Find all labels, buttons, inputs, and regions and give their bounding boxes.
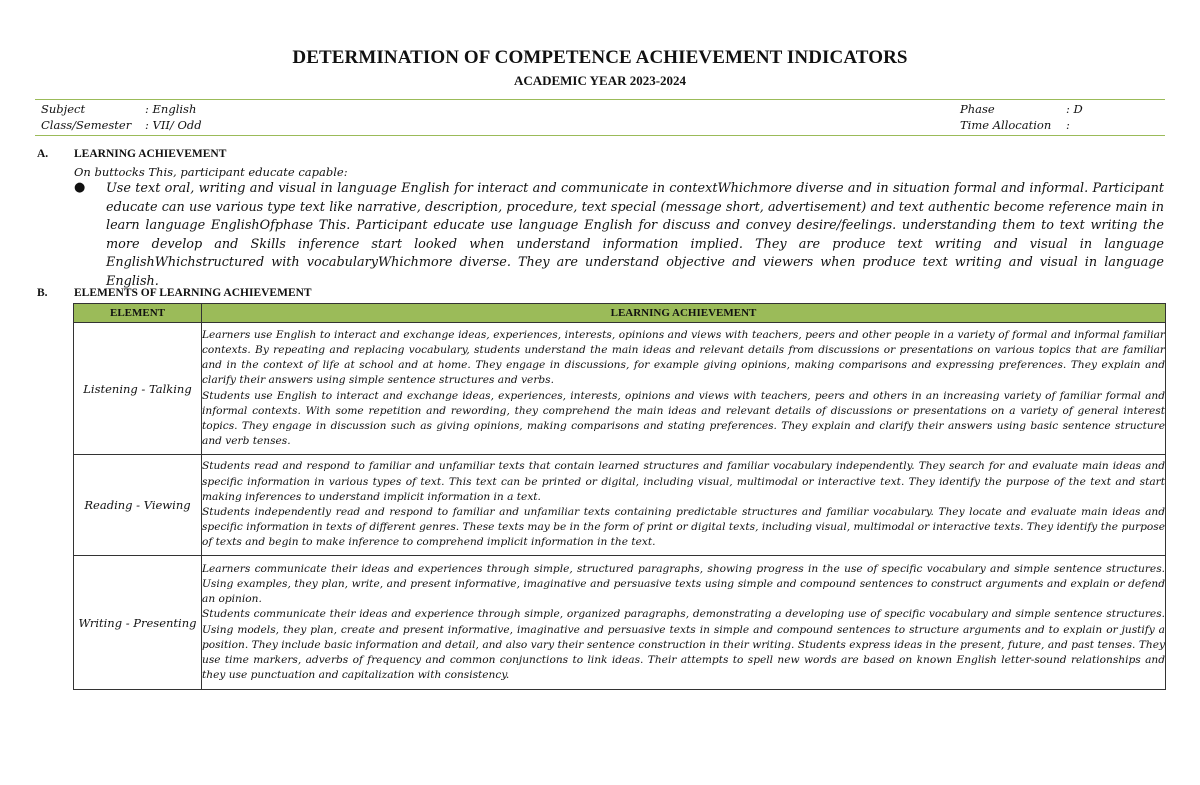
class-label: Class/Semester <box>41 118 132 132</box>
subject-label: Subject <box>41 102 86 116</box>
achievement-cell <box>202 455 1166 556</box>
element-cell: Reading - Viewing <box>74 455 202 556</box>
element-column-header: ELEMENT <box>74 304 202 323</box>
achievement-paragraph: Students use English to interact and exchange ideas, experiences, interests, opinions and views with teachers, peers and others in an increasing variety of familiar formal and informal contexts. With some repetition and rewording, they comprehend the main ideas and relevant details of discussions or presentations on a variety of general interest topics. They engage in discussion such as giving opinions, making comparisons and stating preferences. They explain and clarify their answers using basic sentence structure and verb tenses. <box>202 389 1165 448</box>
table-row <box>74 323 1166 455</box>
class-value: : VII/ Odd <box>145 118 202 132</box>
academic-year: ACADEMIC YEAR 2023-2024 <box>513 73 687 88</box>
table-row <box>74 455 1166 556</box>
section-a-bullet-text: Use text oral, writing and visual in language English for interact and communicate in contextWhichmore diverse and in situation formal and informal. Participant educate can use various type text like narrative, description, procedure, text special (message short, advertisement) and text authentic become reference main in learn language EnglishOfphase This. Participant educate use language English for discuss and convey desire/feelings. understanding them to text writing the more develop and Skills inference start looked when understand information implied. They are produce text writing and visual in language EnglishWhichstructured with vocabularyWhichmore diverse. They are understand objective and viewers when produce text writing and visual in language English. <box>106 181 1164 289</box>
element-cell: Listening - Talking <box>74 323 202 455</box>
table-row <box>74 556 1166 690</box>
section-a-intro: On buttocks This, participant educate capable: <box>74 165 348 179</box>
time-value: : <box>1066 118 1070 132</box>
achievement-paragraph: Students communicate their ideas and experience through simple, organized paragraphs, demonstrating a developing use of specific vocabulary and simple sentence structures. Using models, they plan, create and present informative, imaginative and persuasive texts in simple and compound sentences to structure arguments and to explain or justify a position. They include basic information and detail, and also vary their sentence construction in their writing. Students express ideas in the present, future, and past tenses. They use time markers, adverbs of frequency and common conjunctions to link ideas. Their attempts to spell new words are based on known English letter-sound relationships and they use punctuation and capitalization with consistency. <box>202 608 1165 682</box>
phase-row <box>960 101 1083 117</box>
achievement-column-header: LEARNING ACHIEVEMENT <box>202 304 1166 323</box>
subject-row <box>41 101 202 117</box>
phase-value: : D <box>1066 102 1083 116</box>
table-header-row <box>74 304 1166 323</box>
bullet-icon: ● <box>74 180 86 195</box>
section-b-heading <box>37 287 312 299</box>
meta-left-block <box>41 101 202 133</box>
section-b-number: B. <box>37 287 48 299</box>
section-a-heading <box>37 148 226 160</box>
section-a-title: LEARNING ACHIEVEMENT <box>74 148 227 160</box>
document-title: DETERMINATION OF COMPETENCE ACHIEVEMENT INDICATORS <box>292 47 908 68</box>
meta-divider <box>35 135 1165 136</box>
phase-label: Phase <box>960 102 995 116</box>
achievement-table <box>73 303 1166 690</box>
achievement-paragraph: Students independently read and respond to familiar and unfamiliar texts containing predictable structures and familiar vocabulary. They locate and evaluate main ideas and specific information in texts of different genres. These texts may be in the form of print or digital texts, including visual, multimodal or interactive texts. They identify the purpose of texts and begin to make inference to comprehend implicit information in the text. <box>202 506 1165 549</box>
subject-value: : English <box>145 102 197 116</box>
achievement-cell <box>202 323 1166 455</box>
achievement-cell <box>202 556 1166 690</box>
top-divider <box>35 99 1165 100</box>
section-a-bullet <box>74 180 1164 292</box>
class-row <box>41 117 202 133</box>
meta-right-block <box>960 101 1083 133</box>
section-b-title: ELEMENTS OF LEARNING ACHIEVEMENT <box>74 287 312 299</box>
achievement-paragraph: Students read and respond to familiar and unfamiliar texts that contain learned structures and familiar vocabulary independently. They search for and evaluate main ideas and specific information in various types of text. This text can be printed or digital, including visual, multimodal or interactive text. They identify the purpose of the text and start making inferences to understand implicit information in a text. <box>202 460 1165 503</box>
achievement-paragraph: Learners use English to interact and exchange ideas, experiences, interests, opinions and views with teachers, peers and other people in a variety of formal and informal familiar contexts. By repeating and replacing vocabulary, students understand the main ideas and relevant details from discussions or presentations on various topics that are familiar and in the context of life at school and at home. They engage in discussions, for example giving opinions, making comparisons and expressing preferences. They explain and clarify their answers using simple sentence structures and verbs. <box>202 328 1165 387</box>
time-label: Time Allocation <box>960 118 1052 132</box>
element-cell: Writing - Presenting <box>74 556 202 690</box>
achievement-paragraph: Learners communicate their ideas and experiences through simple, structured paragraphs, showing progress in the use of specific vocabulary and simple sentence structures. Using examples, they plan, write, and present informative, imaginative and persuasive texts using simple and compound sentences to construct arguments and explain or defend an opinion. <box>202 562 1165 606</box>
section-a-number: A. <box>37 148 49 160</box>
time-row <box>960 117 1083 133</box>
